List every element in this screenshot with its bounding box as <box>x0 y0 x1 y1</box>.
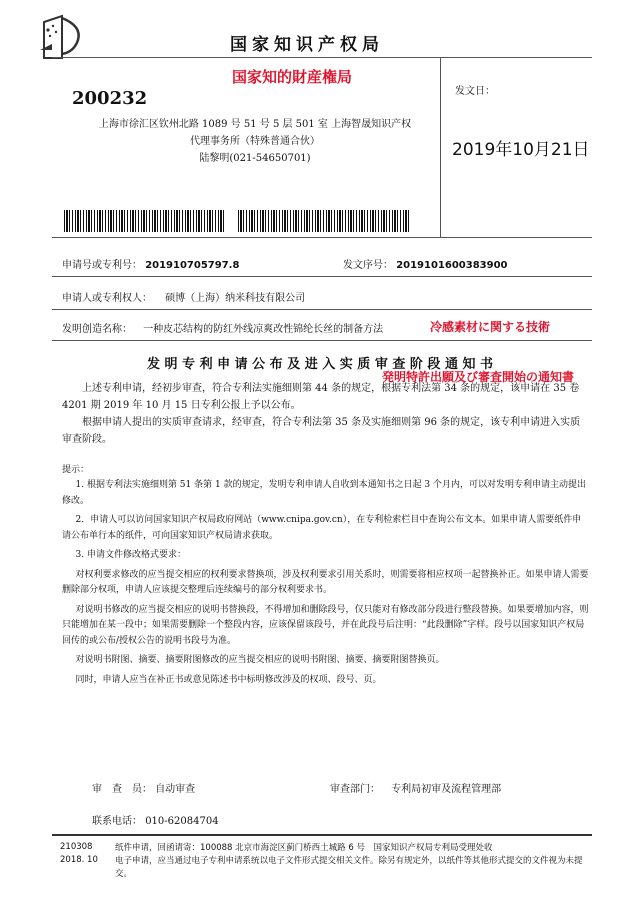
send-date-label: 发文日： <box>455 86 495 97</box>
address-line-1: 上海市徐汇区钦州北路 1089 号 51 号 5 层 501 室 上海智晟知识产权 <box>98 119 412 130</box>
overlay-notice-title: 発明特許出願及び審査開始の通知書 <box>382 370 575 384</box>
application-number: 201910705797.8 <box>145 260 240 271</box>
tip-item: 3. 申请文件修改格式要求： <box>75 550 186 560</box>
postcode: 200232 <box>72 88 148 109</box>
invention-label: 发明创造名称： <box>62 324 132 335</box>
examiner: 自动审查 <box>155 784 196 795</box>
phone-label: 联系电话： <box>92 816 142 827</box>
document-number: 2019101600383900 <box>396 260 508 271</box>
phone-row <box>92 812 219 827</box>
document-number-label: 发文序号： <box>343 260 393 271</box>
tip-item: 同时，申请人应当在补正书或意见陈述书中标明修改涉及的权项、段号、页。 <box>75 674 382 685</box>
tips-list <box>62 478 590 688</box>
cnipa-logo-icon <box>38 14 84 60</box>
examiner-label: 审 查 员： <box>92 784 152 795</box>
tip-item: 2．申请人可以访问国家知识产权局政府网站（www.cnipa.gov.cn），在专利检索栏目中查询公布文本。如果申请人需要纸件申请公布单行本的纸件，可向国家知识产权局请求获取。 <box>62 515 582 541</box>
overlay-office-title: 国家知的財産権局 <box>232 68 353 86</box>
application-number-row <box>62 256 239 271</box>
office-name: 国家知识产权局 <box>230 35 384 55</box>
department-row <box>330 780 501 795</box>
send-date: 2019年10月21日 <box>452 140 590 160</box>
invention-row <box>62 320 383 335</box>
form-code: 210308 <box>60 842 93 852</box>
footer-rule <box>52 834 592 836</box>
notice-paragraph-1: 上述专利申请，经初步审查，符合专利法实施细则第 44 条的规定，根据专利法第 34 条的规定，该申请在 35 卷 4201 期 2019 年 10 月 15 日专利公报上予以公布。 <box>62 383 580 411</box>
tips-heading: 提示： <box>62 465 90 475</box>
examiner-row <box>92 780 195 795</box>
notice-title: 发 明 专 利 申 请 公 布 及 进 入 实 质 审 查 阶 段 通 知 书 <box>147 357 493 372</box>
barcode-right <box>238 210 410 232</box>
tip-item: 对说明书修改的应当提交相应的说明书替换段，不得增加和删除段号，仅只能对有修改部分段进行整段替换。如果要增加内容，则只能增加在某一段中；如果需要删除一个整段内容，应该保留该段号，并在此段号后注明：“此段删除”字样。段号以国家知识产权局回传的或公布/授权公告的说明书段号为准。 <box>62 604 589 646</box>
notice-paragraph-2: 根据申请人提出的实质审查请求，经审查，符合专利法第 35 条及实施细则第 96 条的规定，该专利申请进入实质审查阶段。 <box>62 417 581 445</box>
phone: 010-62084704 <box>145 816 219 827</box>
overlay-invention: 冷感素材に関する技術 <box>430 320 551 334</box>
address-line-2: 代理事务所（特殊普通合伙） <box>190 136 320 147</box>
invention-title: 一种皮芯结构的防红外线凉爽改性锦纶长丝的制备方法 <box>143 324 384 335</box>
form-date: 2018. 10 <box>60 855 98 865</box>
recipient-address <box>70 116 440 167</box>
tip-item: 对说明书附图、摘要、摘要附图修改的应当提交相应的说明书附图、摘要、摘要附图替换页。 <box>75 655 445 665</box>
footer-notes <box>115 842 590 881</box>
barcode-left <box>64 210 226 232</box>
electronic-note: 电子申请，应当通过电子专利申请系统以电子文件形式提交相关文件。除另有规定外，以纸件等其他形式提交的文件视为未提交。 <box>115 856 583 879</box>
applicant-label: 申请人或专利权人： <box>62 293 152 304</box>
applicant: 硕博（上海）纳米科技有限公司 <box>165 293 306 304</box>
tip-item: 对权利要求修改的应当提交相应的权利要求替换项，涉及权利要求引用关系时，则需要将相应权项一起替换补正。如果申请人需要删除部分权项，申请人应该提交整理后连续编号的部分权利要求书。 <box>62 569 589 595</box>
notice-body <box>62 380 586 448</box>
address-box-border <box>440 57 441 237</box>
paper-note: 纸件申请，回函请寄：100088 北京市海淀区蓟门桥西土城路 6 号 国家知识产权局专利局受理处收 <box>115 843 493 853</box>
document-number-row <box>343 256 508 271</box>
address-line-3: 陆黎明(021-54650701) <box>199 153 311 164</box>
application-number-label: 申请号或专利号： <box>62 260 142 271</box>
applicant-row <box>62 289 305 304</box>
tip-item: 1. 根据专利法实施细则第 51 条第 1 款的规定，发明专利申请人自收到本通知书之日起 3 个月内，可以对发明专利申请主动提出修改。 <box>62 480 587 506</box>
department-label: 审查部门： <box>330 784 380 795</box>
department: 专利局初审及流程管理部 <box>391 784 502 795</box>
